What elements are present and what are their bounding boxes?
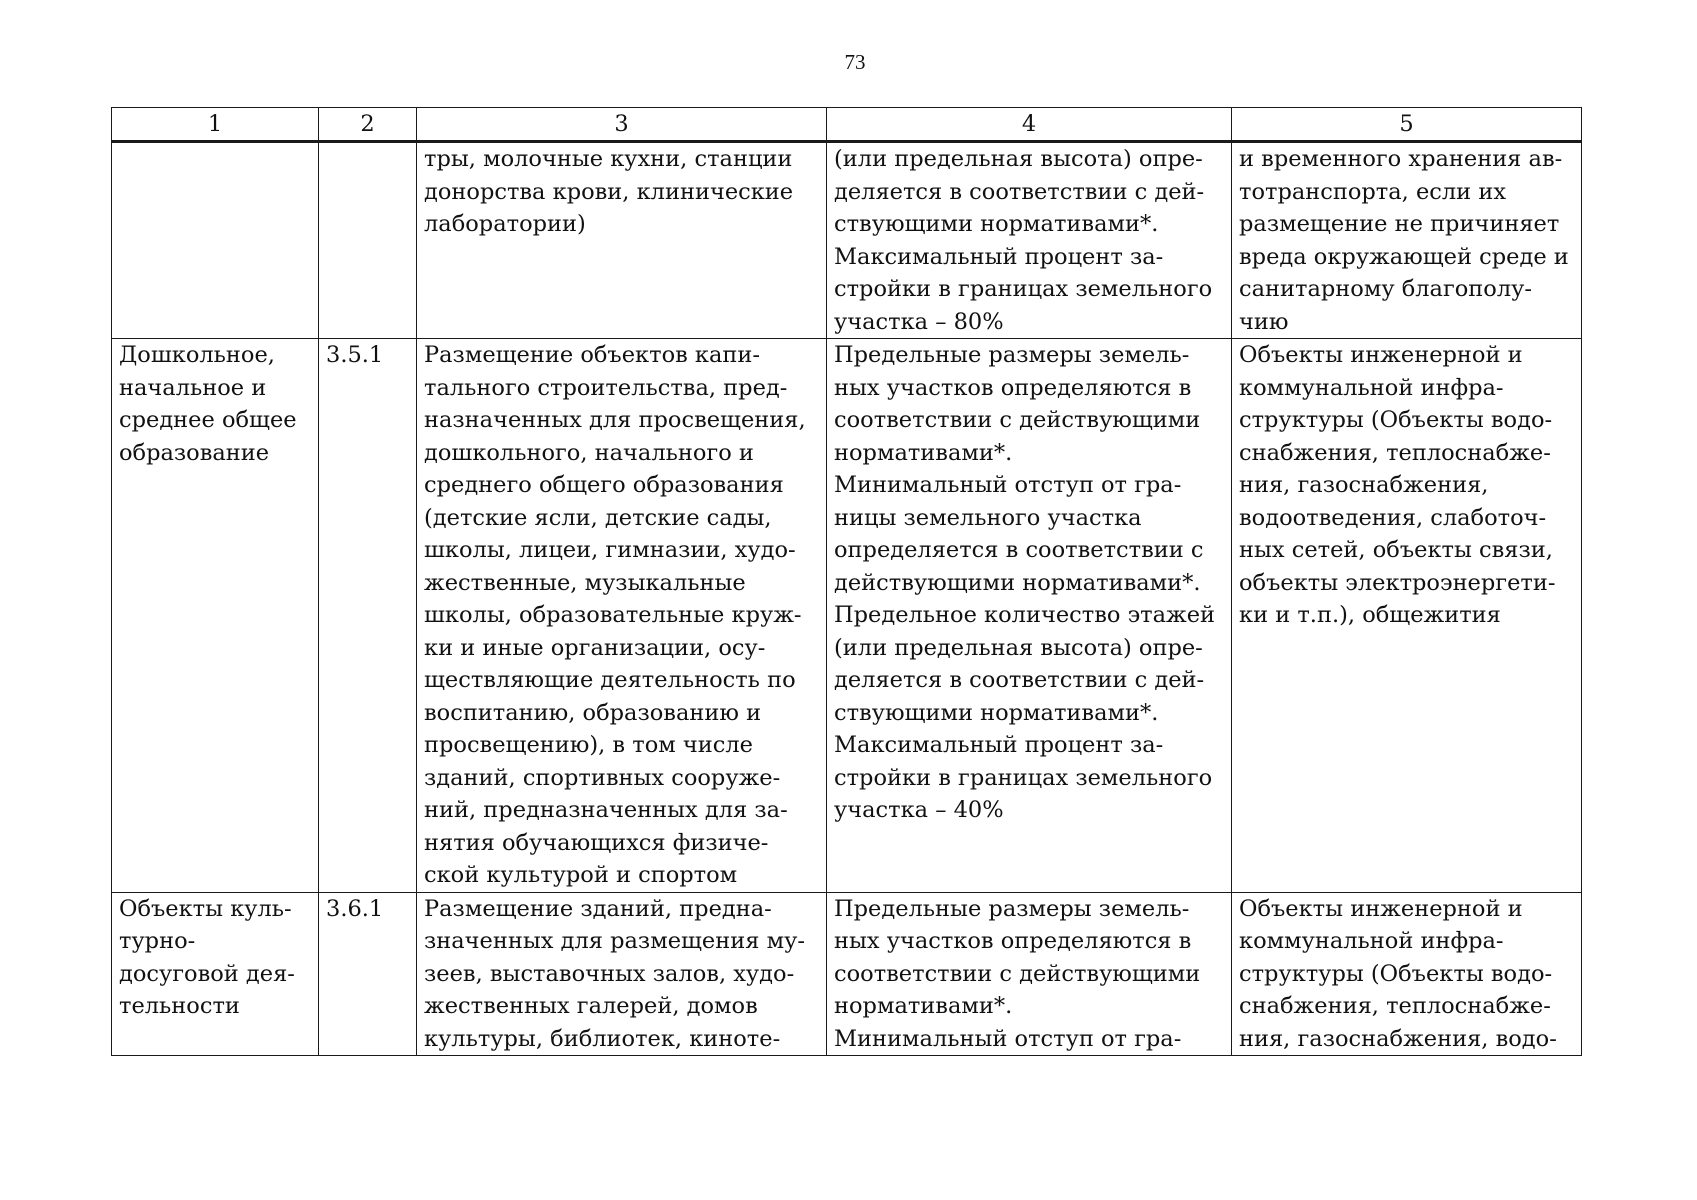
header-col-1: 1	[112, 108, 319, 142]
cell-parameters	[827, 142, 1232, 339]
table-row	[112, 892, 1582, 1056]
cell-line: жественные, музыкальные	[424, 569, 746, 596]
cell-line: снабжения, теплоснабже-	[1239, 439, 1551, 466]
cell-line: Предельное количество этажей	[834, 602, 1216, 628]
cell-line: лаборатории)	[424, 211, 586, 237]
cell-code	[319, 142, 417, 339]
cell-line: турно-	[119, 928, 196, 954]
cell-line: ской культурой и спортом	[424, 862, 738, 888]
cell-line: ществляющие деятельность по	[424, 667, 796, 693]
cell-name	[112, 892, 319, 1056]
cell-line: Объекты куль-	[119, 895, 292, 922]
cell-line: нормативами*.	[834, 439, 1013, 466]
cell-line: нятия обучающихся физиче-	[424, 829, 769, 856]
cell-line: среднее общее	[119, 407, 297, 433]
cell-parameters	[827, 339, 1232, 893]
table-header-row	[112, 108, 1582, 142]
land-use-table	[111, 107, 1582, 1056]
cell-line: Предельные размеры земель-	[834, 342, 1190, 368]
cell-line: (или предельная высота) опре-	[834, 634, 1203, 661]
cell-line: Размещение объектов капи-	[424, 342, 761, 368]
cell-line: водоотведения, слаботоч-	[1239, 504, 1547, 531]
cell-line: стройки в границах земельного	[834, 764, 1213, 791]
cell-line: тального строительства, пред-	[424, 374, 788, 401]
cell-line: размещение не причиняет	[1239, 211, 1560, 237]
cell-line: (или предельная высота) опре-	[834, 146, 1203, 172]
cell-line: коммунальной инфра-	[1239, 374, 1504, 401]
cell-line: среднего общего образования	[424, 472, 784, 498]
cell-line: досуговой дея-	[119, 960, 295, 987]
cell-line: Размещение зданий, предна-	[424, 895, 772, 922]
cell-line: Предельные размеры земель-	[834, 895, 1190, 922]
cell-line: зданий, спортивных сооруже-	[424, 764, 781, 791]
cell-line: тельности	[119, 993, 240, 1019]
cell-line: ных участков определяются в	[834, 374, 1192, 401]
cell-line: школы, образовательные круж-	[424, 602, 802, 628]
cell-line: 3.5.1	[326, 342, 384, 368]
cell-line: снабжения, теплоснабже-	[1239, 993, 1551, 1019]
cell-line: структуры (Объекты водо-	[1239, 407, 1553, 433]
header-col-3: 3	[417, 108, 827, 142]
cell-line: определяется в соответствии с	[834, 537, 1204, 563]
cell-line: ных сетей, объекты связи,	[1239, 537, 1553, 563]
cell-line: 3.6.1	[326, 895, 384, 922]
cell-line: участка – 80%	[834, 308, 1004, 335]
cell-line: жественных галерей, домов	[424, 993, 758, 1019]
table-row	[112, 339, 1582, 893]
cell-line: соответствии с действующими	[834, 960, 1201, 987]
cell-code	[319, 892, 417, 1056]
cell-line: Минимальный отступ от гра-	[834, 472, 1182, 498]
cell-line: ки и т.п.), общежития	[1239, 602, 1501, 628]
cell-line: назначенных для просвещения,	[424, 407, 806, 433]
header-col-2: 2	[319, 108, 417, 142]
cell-line: школы, лицеи, гимназии, худо-	[424, 537, 796, 563]
cell-line: чию	[1239, 308, 1289, 335]
cell-line: значенных для размещения му-	[424, 928, 805, 954]
cell-line: тотранспорта, если их	[1239, 178, 1507, 205]
cell-line: и временного хранения ав-	[1239, 146, 1563, 172]
cell-line: ки и иные организации, осу-	[424, 634, 766, 661]
cell-line: дошкольного, начального и	[424, 439, 754, 466]
cell-line: воспитанию, образованию и	[424, 699, 762, 726]
cell-line: нормативами*.	[834, 993, 1013, 1019]
cell-line: структуры (Объекты водо-	[1239, 960, 1553, 987]
cell-line: соответствии с действующими	[834, 407, 1201, 433]
cell-code	[319, 339, 417, 893]
table-row	[112, 142, 1582, 339]
cell-parameters	[827, 892, 1232, 1056]
header-col-5: 5	[1232, 108, 1582, 142]
cell-description	[417, 339, 827, 893]
cell-description	[417, 892, 827, 1056]
cell-line: просвещению), в том числе	[424, 732, 753, 758]
table-body	[112, 142, 1582, 1056]
header-col-4: 4	[827, 108, 1232, 142]
cell-name	[112, 339, 319, 893]
cell-name	[112, 142, 319, 339]
cell-line: вреда окружающей среде и	[1239, 243, 1569, 270]
cell-auxiliary	[1232, 142, 1582, 339]
cell-line: (детские ясли, детские сады,	[424, 504, 772, 531]
cell-auxiliary	[1232, 339, 1582, 893]
cell-line: действующими нормативами*.	[834, 569, 1201, 596]
cell-line: санитарному благополу-	[1239, 276, 1532, 302]
cell-line: ствующими нормативами*.	[834, 211, 1159, 237]
cell-line: ния, газоснабжения, водо-	[1239, 1025, 1557, 1052]
cell-line: ных участков определяются в	[834, 928, 1192, 954]
cell-line: Минимальный отступ от гра-	[834, 1025, 1182, 1052]
cell-line: участка – 40%	[834, 797, 1004, 823]
cell-line: тры, молочные кухни, станции	[424, 146, 793, 172]
cell-line: Максимальный процент за-	[834, 732, 1164, 758]
cell-description	[417, 142, 827, 339]
cell-auxiliary	[1232, 892, 1582, 1056]
cell-line: ний, предназначенных для за-	[424, 797, 788, 823]
cell-line: донорства крови, клинические	[424, 178, 794, 205]
cell-line: деляется в соответствии с дей-	[834, 178, 1205, 205]
cell-line: объекты электроэнергети-	[1239, 569, 1556, 596]
page-number: 73	[844, 50, 866, 74]
cell-line: стройки в границах земельного	[834, 276, 1213, 302]
cell-line: Дошкольное,	[119, 342, 275, 368]
cell-line: ствующими нормативами*.	[834, 699, 1159, 726]
cell-line: Объекты инженерной и	[1239, 895, 1523, 922]
cell-line: ния, газоснабжения,	[1239, 472, 1489, 498]
cell-line: Максимальный процент за-	[834, 243, 1164, 270]
cell-line: образование	[119, 439, 270, 466]
cell-line: деляется в соответствии с дей-	[834, 667, 1205, 693]
cell-line: культуры, библиотек, киноте-	[424, 1025, 781, 1052]
cell-line: начальное и	[119, 374, 267, 401]
cell-line: Объекты инженерной и	[1239, 342, 1523, 368]
cell-line: коммунальной инфра-	[1239, 928, 1504, 954]
cell-line: зеев, выставочных залов, худо-	[424, 960, 795, 987]
cell-line: ницы земельного участка	[834, 504, 1142, 531]
